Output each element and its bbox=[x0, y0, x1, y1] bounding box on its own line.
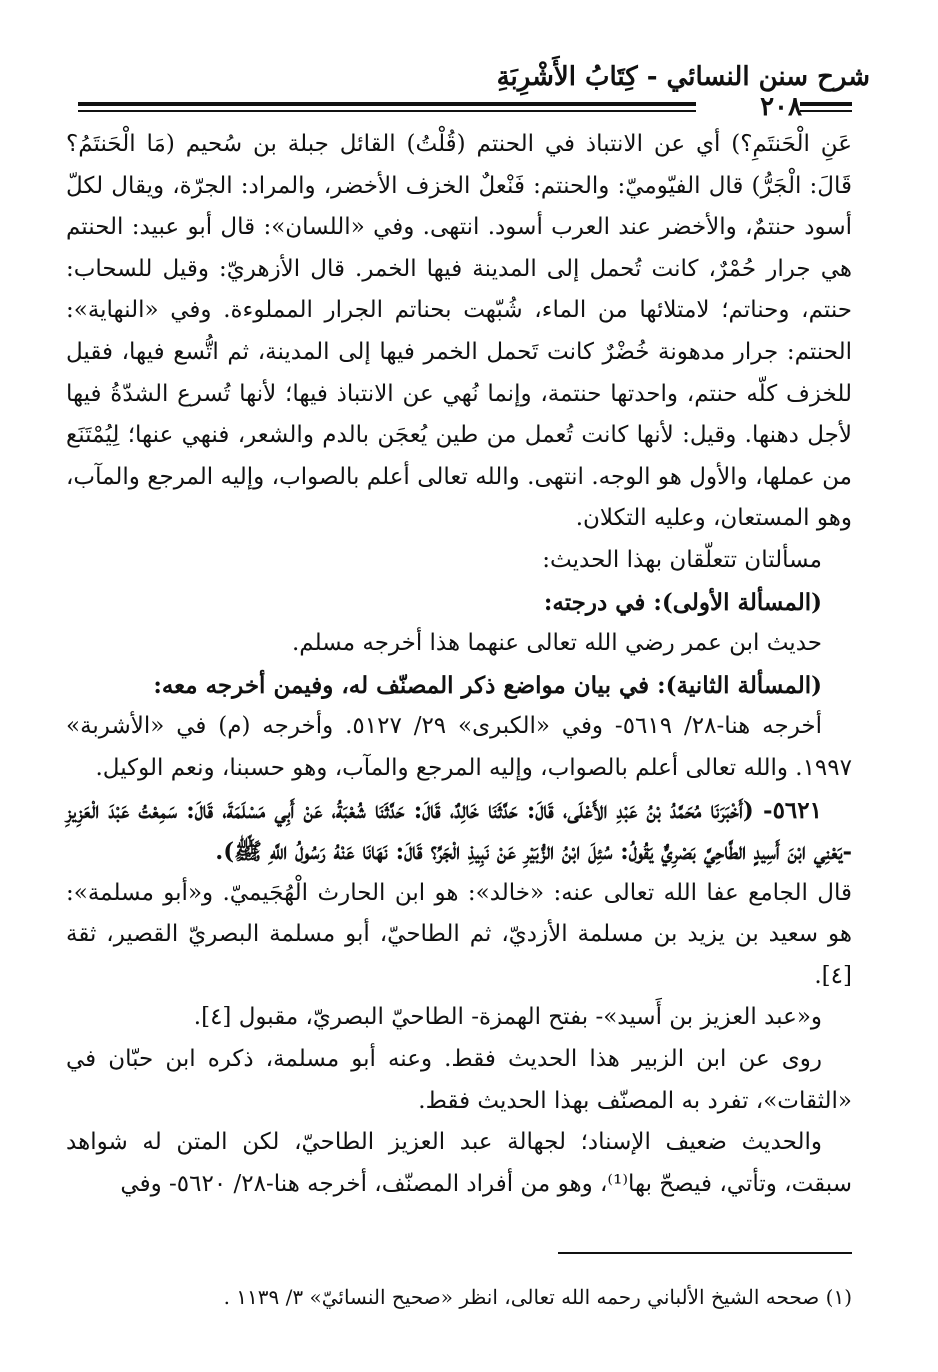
header-rule-thin bbox=[78, 110, 696, 112]
main-text bbox=[66, 124, 852, 1205]
running-title: شرح سنن النسائي - كِتَابُ الأَشْرِبَةِ bbox=[496, 62, 870, 92]
first-issue-text: حديث ابن عمر رضي الله تعالى عنهما هذا أخرجه مسلم. bbox=[292, 630, 822, 657]
footnote-separator bbox=[558, 1252, 852, 1254]
page-number: ٢٠٨ bbox=[760, 92, 802, 122]
header-rule-thick bbox=[78, 102, 696, 106]
hadith-grading: والحديث ضعيف الإسناد؛ لجهالة عبد العزيز الطاحيّ، لكن المتن له شواهد سبقت، وتأتي، فيصحّ بها⁽¹⁾، وهو من أفراد المصنّف، أخرجه هنا-٢٨/ ٥٦٢٠- وفي bbox=[66, 1129, 852, 1197]
first-issue-heading: (المسألة الأولى): في درجته: bbox=[543, 588, 822, 616]
second-issue-text: أخرجه هنا-٢٨/ ٥٦١٩- وفي «الكبرى» ٢٩/ ٥١٢٧. وأخرجه (م) في «الأشربة» ١٩٩٧. والله تعالى أعلم بالصواب، وإليه المرجع والمآب، وهو حسبنا، ونعم الوكيل. bbox=[66, 713, 852, 781]
footnote: (١) صححه الشيخ الألباني رحمه الله تعالى، انظر «صحيح النسائيّ» ٣/ ١١٣٩ . bbox=[223, 1285, 852, 1309]
commentary-paragraph: عَنِ الْحَنتَمِ؟) أي عن الانتباذ في الحنتم (قُلْتُ) القائل جبلة بن سُحيم (مَا الْحَنتَمُ؟ قَالَ: الْجَرُّ) قال الفيّوميّ: والحنتم: فَنْعلٌ الخزف الأخضر، والمراد: الجرّة، ويقال لكلّ أسود حنتمٌ، والأخضر عند العرب أسود. انتهى. وفي «اللسان»: قال أبو عبيد: الحنتم هي جرار حُمْرٌ، كانت تُحمل إلى المدينة فيها الخمر. قال الأزهريّ: وقيل للسحاب: حنتم، وحناتم؛ لامتلائها من الماء، شُبّهت بحناتم الجرار المملوءة. وفي «النهاية»: الحنتم: جرار مدهونة خُضْرٌ كانت تَحمل الخمر فيها إلى المدينة، ثم اتُّسع فيها، فقيل للخزف كلّه حنتم، واحدتها حنتمة، وإنما نُهي عن الانتباذ فيها؛ لأنها تُسرع الشدّةُ فيها لأجل دهنها. وقيل: لأنها كانت تُعمل من طين يُعجَن بالدم والشعر، فنهي عنها؛ لِيُمْتَنَع من عملها، والأول هو الوجه. انتهى. والله تعالى أعلم بالصواب، وإليه المرجع والمآب، وهو المستعان، وعليه التكلان. bbox=[66, 131, 852, 532]
hadith-text: ٥٦٢١- (أَخْبَرَنَا مُحَمَّدُ بْنُ عَبْدِ الأَعْلَى، قَالَ: حَدَّثَنَا خَالِدٌ، قَالَ: حَدَّثَنَا شُعْبَةُ، عَنْ أَبِي مَسْلَمَةَ، قَالَ: سَمِعْتُ عَبْدَ الْعَزِيزِ -يَعْنِي ابْنَ أَسِيدٍ الطَّاحِيَّ بَصْرِيٌّ يَقُولُ: سُئِلَ ابْنُ الزُّبَيْرِ عَنْ نَبِيذِ الْجَرِّ؟ قَالَ: نَهَانَا عَنْهُ رَسُولُ اللَّهِ ﷺ). bbox=[66, 796, 852, 866]
narrators-paragraph: قال الجامع عفا الله تعالى عنه: «خالد»: هو ابن الحارث الْهُجَيميّ. و«أبو مسلمة»: هو سعيد بن يزيد بن مسلمة الأزديّ، ثم الطاحيّ، أبو مسلمة البصريّ القصير، ثقة [٤]. bbox=[66, 879, 852, 989]
header-rule-right-thin bbox=[800, 110, 852, 112]
narrator-notes: روى عن ابن الزبير هذا الحديث فقط. وعنه أبو مسلمة، ذكره ابن حبّان في «الثقات»، تفرد به المصنّف بهذا الحديث فقط. bbox=[66, 1046, 852, 1114]
header-rule-right-thick bbox=[800, 102, 852, 106]
issues-intro: مسألتان تتعلّقان بهذا الحديث: bbox=[542, 546, 822, 573]
second-issue-heading: (المسألة الثانية): في بيان مواضع ذكر المصنّف له، وفيمن أخرجه معه: bbox=[153, 671, 822, 699]
narrator-abdulaziz: و«عبد العزيز بن أَسيد»- بفتح الهمزة- الطاحيّ البصريّ، مقبول [٤]. bbox=[193, 1004, 822, 1031]
